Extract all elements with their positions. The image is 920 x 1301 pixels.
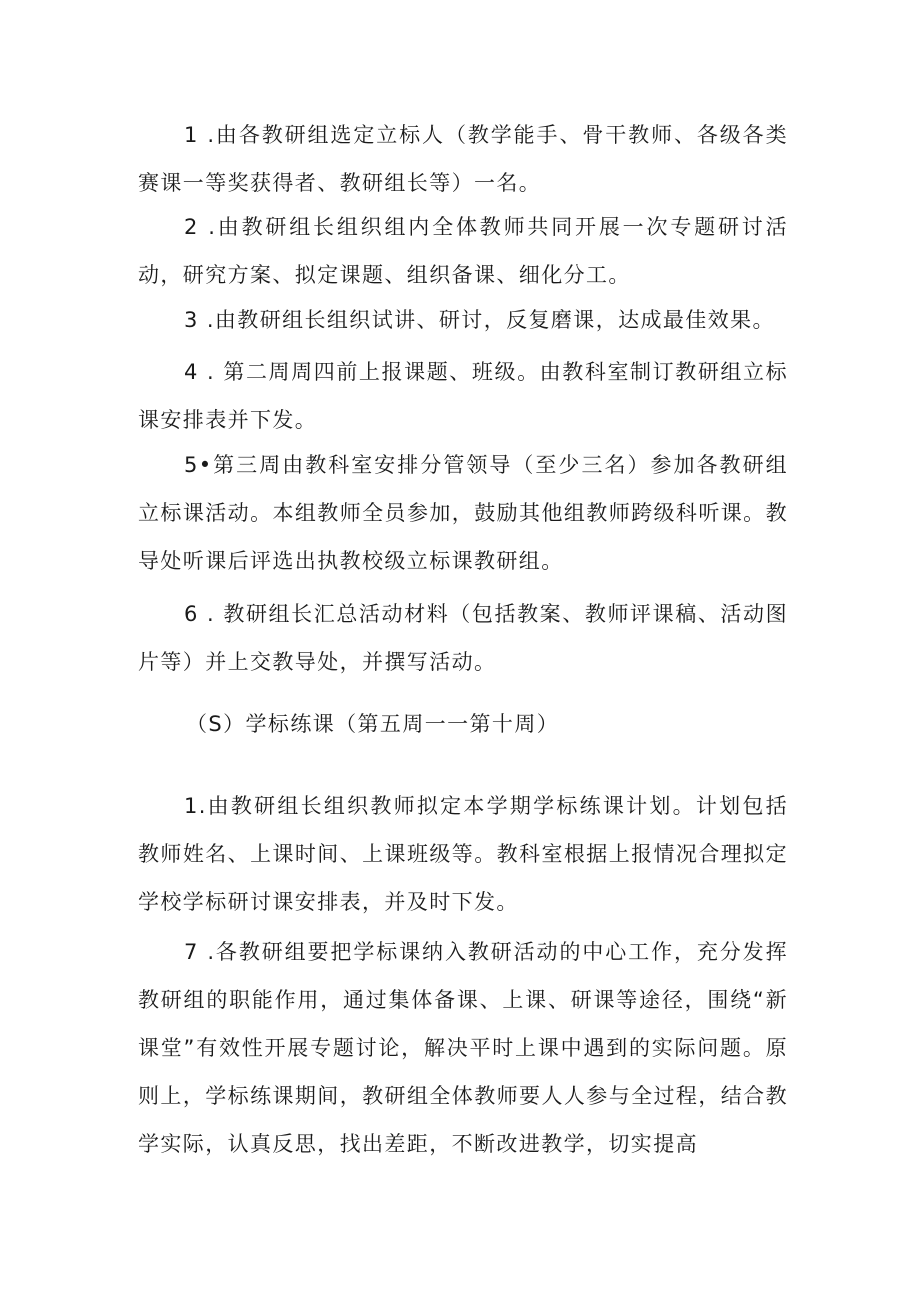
paragraph-6: 6 . 教研组长汇总活动材料（包括教案、教师评课稿、活动图片等）并上交教导处，并撰写活动。 xyxy=(138,602,788,674)
paragraph-8: 7 .各教研组要把学标课纳入教研活动的中心工作，充分发挥教研组的职能作用，通过集体备课、上课、研课等途径，围绕“新课堂”有效性开展专题讨论，解决平时上课中遇到的实际问题。原则上，学标练课期间，教研组全体教师要人人参与全过程，结合教学实际，认真反思，找出差距，不断改进教学，切实提高 xyxy=(138,940,788,1156)
paragraph-4: 4 . 第二周周四前上报课题、班级。由教科室制订教研组立标课安排表并下发。 xyxy=(138,360,788,432)
paragraph-7: 1.由教研组长组织教师拟定本学期学标练课计划。计划包括教师姓名、上课时间、上课班级等。教科室根据上报情况合理拟定学校学标研讨课安排表，并及时下发。 xyxy=(138,794,788,914)
section-heading: （S）学标练课（第五周一一第十周） xyxy=(186,712,560,736)
paragraph-2: 2 .由教研组长组织组内全体教师共同开展一次专题研讨活动，研究方案、拟定课题、组织备课、细化分工。 xyxy=(138,215,788,287)
paragraph-3: 3 .由教研组长组织试讲、研讨，反复磨课，达成最佳效果。 xyxy=(184,308,775,332)
paragraph-1: 1 .由各教研组选定立标人（教学能手、骨干教师、各级各类赛课一等奖获得者、教研组长等）一名。 xyxy=(138,123,788,195)
paragraph-5: 5•第三周由教科室安排分管领导（至少三名）参加各教研组立标课活动。本组教师全员参加，鼓励其他组教师跨级科听课。教导处听课后评选出执教校级立标课教研组。 xyxy=(138,453,788,573)
